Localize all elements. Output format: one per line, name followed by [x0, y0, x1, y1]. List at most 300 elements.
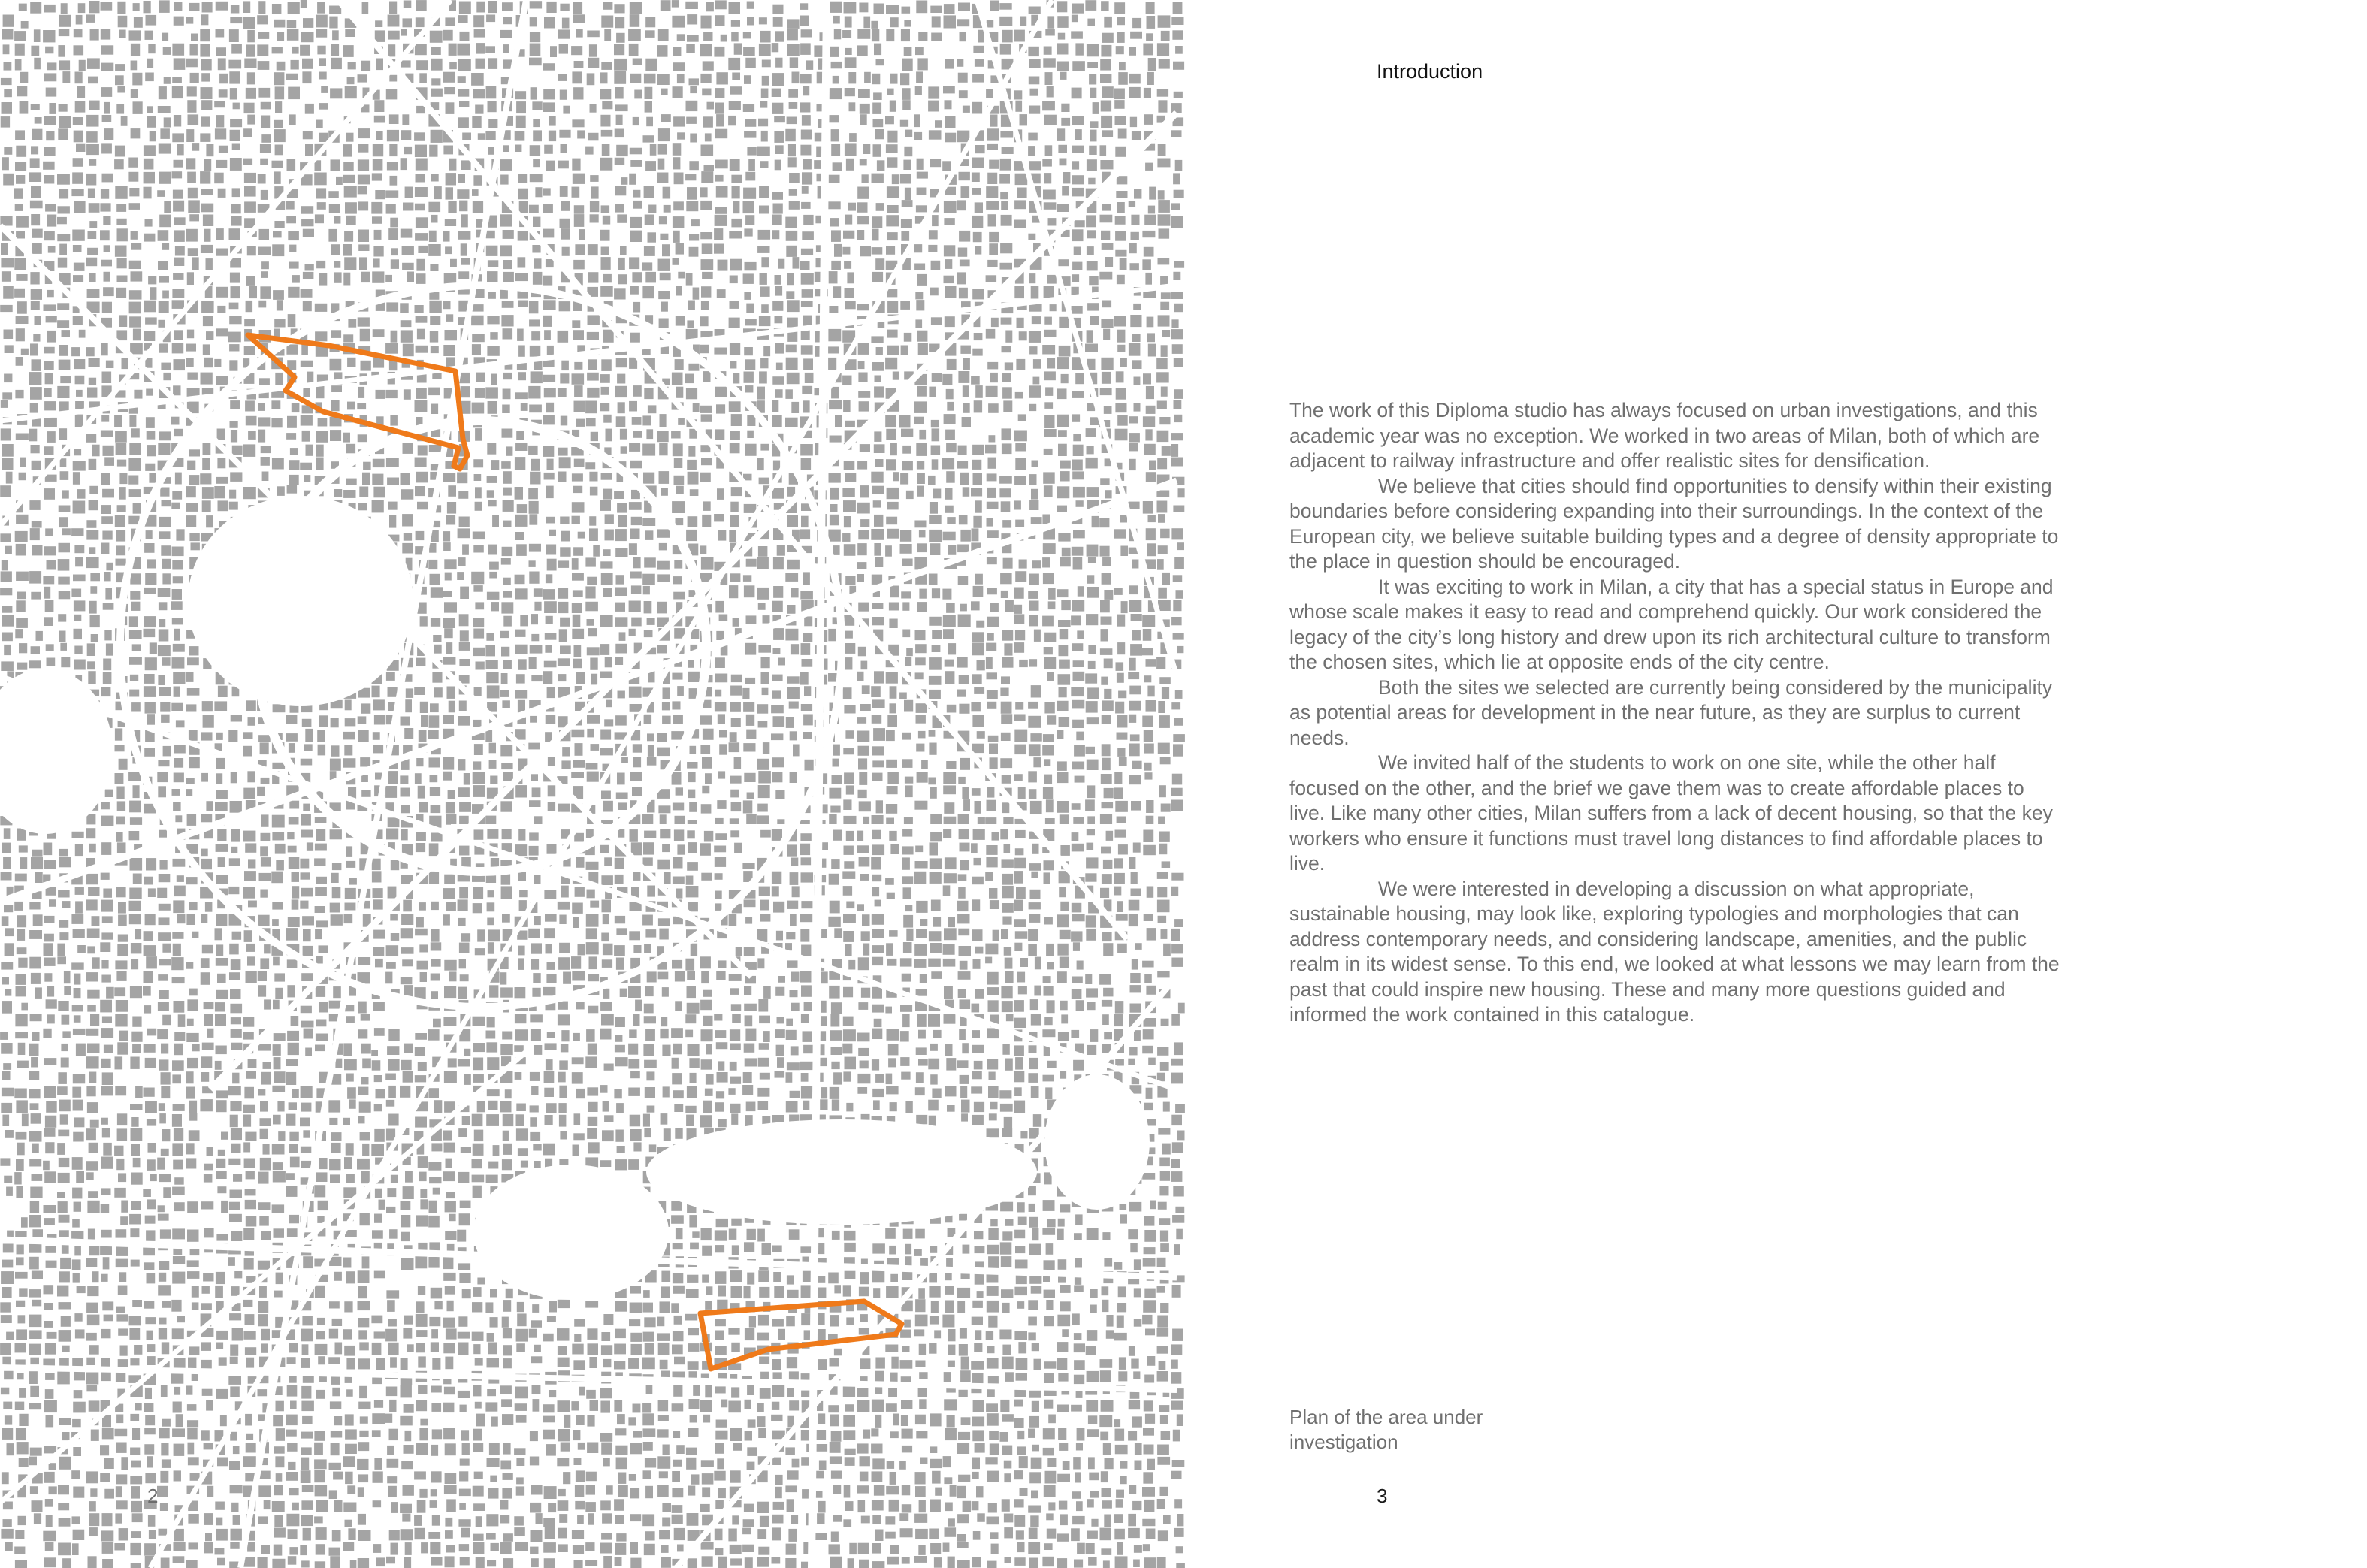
building-block	[729, 742, 740, 752]
building-block	[490, 776, 497, 784]
building-block	[415, 486, 425, 496]
building-block	[446, 173, 456, 185]
building-block	[573, 590, 583, 597]
building-block	[502, 429, 513, 438]
building-block	[701, 259, 714, 270]
building-block	[518, 872, 526, 881]
building-block	[1043, 190, 1056, 200]
building-block	[1087, 545, 1099, 557]
building-block	[630, 572, 642, 579]
building-block	[230, 17, 242, 23]
building-block	[1129, 416, 1138, 423]
building-block	[857, 29, 870, 39]
building-block	[358, 503, 367, 511]
building-block	[45, 475, 57, 482]
building-block	[114, 159, 124, 169]
building-block	[873, 119, 884, 127]
building-block	[119, 473, 127, 484]
building-block	[258, 301, 266, 308]
building-block	[534, 875, 540, 884]
building-block	[1159, 715, 1170, 728]
building-block	[686, 201, 698, 211]
building-block	[448, 485, 456, 497]
building-block	[115, 728, 122, 740]
building-block	[416, 388, 427, 399]
building-block	[632, 272, 642, 282]
building-block	[719, 730, 727, 738]
building-block	[633, 744, 642, 752]
building-block	[572, 373, 585, 385]
building-block	[631, 842, 642, 855]
building-block	[986, 89, 993, 98]
building-block	[228, 332, 241, 343]
building-block	[944, 276, 954, 283]
building-block	[117, 2, 125, 14]
building-block	[1104, 659, 1113, 669]
building-block	[601, 473, 612, 480]
building-block	[415, 145, 427, 157]
building-block	[488, 101, 497, 113]
building-block	[629, 257, 639, 269]
building-block	[857, 672, 864, 681]
building-block	[475, 602, 484, 609]
building-block	[931, 900, 941, 911]
building-block	[573, 87, 583, 99]
building-block	[701, 171, 713, 183]
building-block	[258, 971, 267, 981]
building-block	[2, 102, 13, 114]
building-block	[1087, 843, 1094, 850]
building-block	[428, 730, 439, 739]
building-block	[14, 188, 23, 198]
building-block	[45, 47, 53, 54]
building-block	[1171, 319, 1178, 328]
building-block	[431, 833, 442, 842]
building-block	[315, 304, 328, 312]
building-block	[603, 330, 614, 343]
building-block	[374, 116, 385, 123]
building-block	[92, 916, 100, 926]
building-block	[1100, 546, 1110, 557]
building-block	[714, 846, 726, 853]
building-block	[78, 3, 86, 13]
building-block	[746, 304, 754, 313]
building-block	[487, 902, 495, 911]
building-block	[916, 443, 927, 456]
building-block	[59, 189, 68, 198]
building-block	[147, 106, 153, 113]
building-block	[772, 230, 780, 239]
building-block	[715, 387, 727, 397]
building-block	[1014, 943, 1022, 951]
building-block	[615, 875, 624, 884]
building-block	[915, 86, 922, 95]
building-block	[1002, 443, 1012, 454]
building-block	[875, 376, 881, 382]
building-block	[116, 545, 126, 555]
building-block	[673, 62, 685, 71]
building-block	[101, 2, 113, 10]
building-block	[676, 518, 684, 525]
building-block	[562, 18, 570, 29]
building-block	[702, 243, 713, 254]
building-block	[786, 231, 798, 241]
building-block	[116, 219, 126, 225]
building-block	[793, 257, 800, 269]
building-block	[304, 744, 313, 751]
building-block	[743, 273, 754, 284]
building-block	[587, 577, 597, 585]
building-block	[615, 548, 627, 557]
building-block	[988, 214, 996, 226]
building-block	[102, 372, 112, 384]
building-block	[75, 844, 83, 856]
building-block	[1144, 772, 1152, 779]
building-block	[959, 946, 972, 956]
building-block	[473, 785, 485, 797]
building-block	[386, 458, 399, 467]
building-block	[115, 515, 125, 527]
building-block	[629, 601, 641, 612]
building-block	[57, 320, 69, 328]
building-block	[1058, 444, 1067, 456]
building-block	[1087, 785, 1096, 798]
building-block	[1171, 958, 1183, 967]
building-block	[1114, 588, 1122, 595]
building-block	[163, 373, 171, 380]
building-block	[271, 418, 282, 427]
building-block	[573, 260, 585, 270]
building-block	[304, 475, 310, 482]
building-block	[529, 572, 539, 584]
building-block	[401, 914, 413, 925]
building-block	[485, 131, 495, 140]
building-block	[419, 944, 428, 952]
building-block	[859, 401, 869, 411]
building-block	[701, 301, 709, 310]
building-block	[729, 585, 738, 598]
building-block	[1072, 414, 1081, 421]
building-block	[673, 216, 685, 228]
building-block	[4, 645, 11, 655]
building-block	[1116, 662, 1124, 671]
building-block	[615, 386, 627, 397]
building-block	[1048, 588, 1056, 600]
building-block	[45, 204, 56, 211]
building-block	[1132, 131, 1141, 140]
building-block	[730, 790, 739, 798]
building-block	[778, 658, 785, 666]
building-block	[645, 59, 657, 71]
building-block	[192, 257, 199, 270]
building-block	[74, 974, 80, 985]
building-block	[358, 716, 367, 724]
building-block	[800, 971, 812, 982]
building-block	[1072, 188, 1084, 197]
building-block	[360, 329, 370, 341]
building-block	[471, 572, 484, 584]
building-block	[546, 616, 553, 624]
building-block	[1092, 516, 1099, 527]
building-block	[230, 421, 238, 428]
building-block	[2, 560, 8, 571]
building-block	[747, 793, 754, 799]
building-block	[87, 946, 95, 953]
building-block	[843, 931, 854, 942]
building-block	[359, 487, 368, 497]
building-block	[757, 458, 764, 470]
building-block	[572, 187, 580, 198]
building-block	[372, 500, 384, 512]
building-block	[1071, 687, 1084, 696]
building-block	[1117, 817, 1126, 823]
building-block	[543, 316, 552, 327]
building-block	[700, 956, 711, 968]
building-block	[1102, 86, 1114, 98]
building-block	[129, 188, 139, 196]
building-block	[301, 973, 313, 981]
building-block	[375, 190, 385, 199]
building-block	[47, 331, 56, 343]
building-block	[531, 614, 538, 624]
building-block	[59, 857, 71, 867]
building-block	[1029, 659, 1037, 666]
building-block	[1057, 43, 1068, 54]
building-block	[974, 687, 984, 694]
building-block	[845, 576, 855, 585]
building-block	[1129, 658, 1136, 671]
building-block	[243, 128, 252, 137]
building-block	[543, 89, 555, 99]
building-block	[401, 130, 411, 140]
building-block	[289, 460, 299, 470]
building-block	[788, 89, 798, 98]
building-block	[59, 360, 71, 370]
building-block	[917, 772, 928, 783]
building-block	[307, 842, 313, 850]
building-block	[671, 431, 681, 439]
building-block	[316, 829, 325, 841]
building-block	[958, 248, 967, 257]
building-block	[932, 373, 942, 382]
building-block	[59, 591, 71, 599]
building-block	[529, 501, 539, 514]
building-block	[286, 216, 296, 223]
building-block	[975, 202, 983, 213]
building-block	[673, 116, 685, 126]
building-block	[1129, 243, 1137, 254]
building-block	[201, 958, 210, 968]
building-block	[947, 359, 957, 370]
building-block	[86, 972, 98, 981]
building-block	[3, 44, 10, 54]
building-block	[803, 633, 813, 642]
building-block	[800, 672, 809, 685]
building-block	[700, 232, 712, 239]
building-block	[1005, 971, 1014, 983]
building-block	[744, 228, 752, 236]
building-block	[789, 702, 799, 709]
building-block	[443, 657, 456, 665]
building-block	[928, 86, 939, 98]
building-block	[560, 186, 568, 197]
building-block	[86, 14, 95, 23]
building-block	[621, 757, 628, 763]
building-block	[929, 574, 938, 585]
building-block	[775, 790, 784, 799]
building-block	[772, 73, 784, 86]
building-block	[74, 545, 84, 553]
building-block	[191, 542, 200, 550]
building-block	[44, 116, 56, 125]
building-block	[742, 688, 749, 699]
building-block	[715, 207, 727, 213]
building-block	[316, 445, 324, 457]
building-block	[403, 900, 412, 912]
building-block	[792, 72, 800, 84]
building-block	[616, 958, 624, 970]
building-block	[186, 704, 196, 711]
building-block	[330, 903, 340, 913]
building-block	[430, 316, 440, 325]
building-block	[629, 443, 640, 452]
building-block	[573, 760, 585, 768]
building-block	[648, 745, 654, 757]
building-block	[800, 16, 809, 26]
building-block	[87, 661, 95, 669]
building-block	[162, 559, 171, 569]
building-block	[630, 2, 642, 14]
building-block	[430, 775, 438, 782]
building-block	[833, 16, 840, 24]
building-block	[886, 730, 895, 741]
building-block	[874, 386, 884, 397]
building-block	[830, 218, 839, 226]
building-block	[503, 578, 511, 585]
building-block	[602, 900, 612, 913]
building-block	[704, 831, 713, 842]
building-block	[1001, 733, 1011, 741]
building-block	[489, 562, 499, 570]
building-block	[161, 545, 171, 556]
building-block	[957, 461, 968, 469]
building-block	[87, 58, 100, 69]
building-block	[676, 486, 684, 494]
building-block	[1014, 500, 1021, 509]
building-block	[343, 273, 350, 286]
building-block	[103, 287, 114, 296]
building-block	[86, 258, 97, 267]
building-block	[1144, 88, 1151, 98]
building-block	[1158, 545, 1168, 554]
building-block	[35, 117, 42, 124]
building-block	[1073, 817, 1084, 824]
building-block	[546, 517, 555, 524]
building-block	[59, 506, 71, 513]
building-block	[700, 715, 712, 724]
building-block	[618, 691, 625, 699]
building-block	[376, 390, 385, 399]
building-block	[216, 249, 228, 256]
building-block	[515, 131, 525, 140]
building-block	[544, 601, 557, 613]
building-block	[1031, 685, 1041, 697]
building-block	[29, 500, 40, 510]
building-block	[488, 1, 497, 13]
building-block	[460, 32, 470, 41]
building-block	[30, 272, 39, 284]
building-block	[1014, 745, 1026, 755]
building-block	[701, 286, 711, 298]
building-block	[74, 646, 82, 654]
building-block	[444, 87, 455, 94]
building-block	[672, 772, 682, 785]
building-block	[1174, 261, 1184, 268]
building-block	[1120, 515, 1127, 523]
building-block	[489, 572, 497, 579]
building-block	[1072, 175, 1084, 184]
building-block	[289, 801, 299, 809]
building-block	[858, 790, 867, 798]
building-block	[972, 715, 984, 727]
building-block	[574, 362, 582, 370]
building-block	[617, 503, 627, 513]
building-block	[103, 889, 112, 898]
building-block	[773, 557, 784, 569]
building-block	[1157, 559, 1164, 570]
building-block	[962, 417, 971, 427]
building-block	[201, 859, 212, 869]
building-block	[1057, 204, 1069, 212]
building-block	[559, 629, 567, 642]
building-block	[1029, 59, 1041, 68]
building-block	[287, 159, 296, 171]
building-block	[734, 843, 742, 853]
building-block	[32, 521, 42, 528]
building-block	[930, 288, 938, 296]
building-block	[101, 516, 113, 524]
building-block	[1157, 89, 1168, 97]
building-block	[560, 4, 569, 11]
building-block	[603, 274, 612, 282]
building-block	[159, 144, 171, 154]
building-block	[1029, 346, 1037, 354]
building-block	[1171, 216, 1183, 228]
building-block	[202, 2, 213, 13]
building-block	[1075, 776, 1085, 783]
building-block	[900, 530, 911, 542]
building-block	[945, 187, 956, 195]
building-block	[431, 942, 441, 950]
building-block	[757, 147, 770, 156]
building-block	[129, 261, 141, 269]
building-block	[730, 443, 740, 453]
building-block	[1102, 744, 1111, 756]
building-block	[787, 300, 800, 312]
building-block	[773, 204, 783, 214]
building-block	[1060, 557, 1071, 567]
building-block	[1085, 344, 1098, 352]
building-block	[459, 701, 467, 711]
building-block	[330, 430, 341, 441]
building-block	[1029, 161, 1041, 170]
building-block	[476, 662, 485, 670]
building-block	[928, 245, 937, 252]
building-block	[846, 785, 854, 794]
building-block	[1071, 931, 1082, 941]
building-block	[272, 47, 283, 54]
building-block	[201, 972, 210, 985]
